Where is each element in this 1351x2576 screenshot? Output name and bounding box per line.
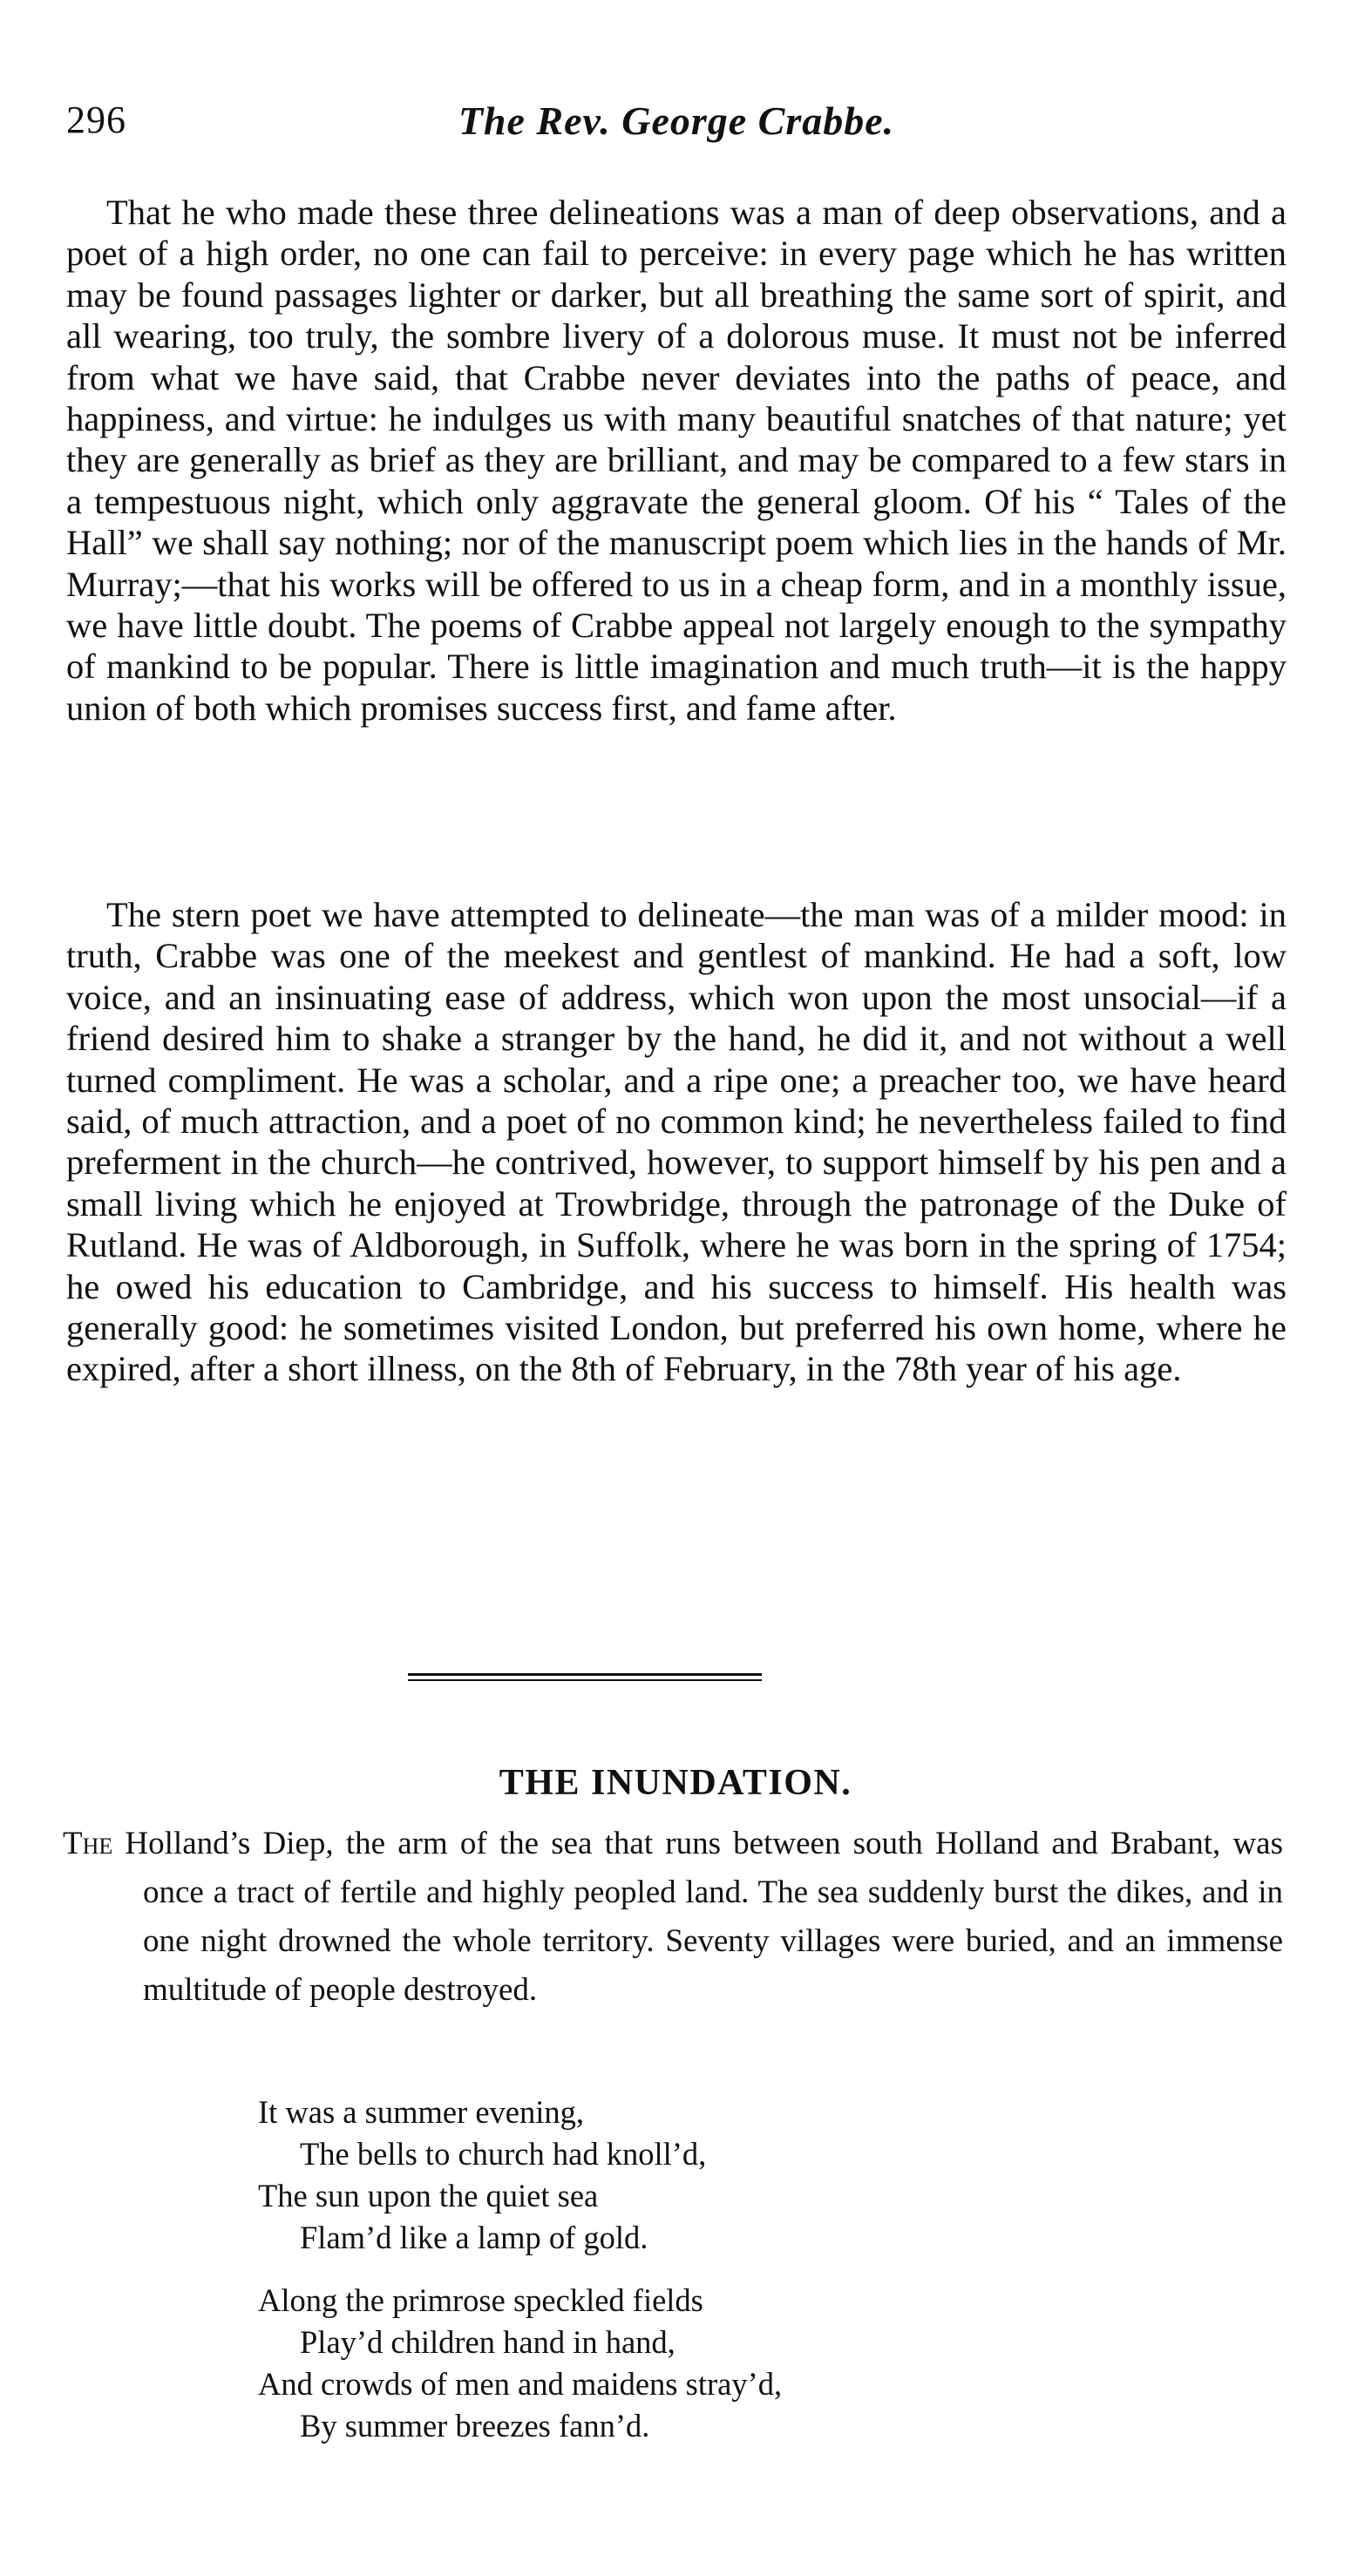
poem-line: Along the primrose speckled fields	[258, 2282, 703, 2318]
page-number: 296	[66, 98, 126, 141]
poem-line: The sun upon the quiet sea	[258, 2178, 599, 2213]
poem-stanza-2	[258, 2280, 782, 2447]
poem-line: It was a summer evening,	[258, 2094, 585, 2130]
article-paragraph-2	[66, 894, 1287, 1390]
poem-line: And crowds of men and maidens stray’d,	[258, 2366, 783, 2402]
poem-line: Play’d children hand in hand,	[300, 2324, 676, 2360]
section-divider	[408, 1673, 762, 1676]
poem-line: By summer breezes fann’d.	[300, 2408, 650, 2444]
running-title: The Rev. George Crabbe.	[458, 98, 895, 143]
paragraph-text: The stern poet we have attempted to delineate—the man was of a milder mood: in truth, Crabbe was one of the meekest and gentlest of mankind. He had a soft, low voice, and an insinuating ease of address, which won upon the most unsocial—if a friend desired him to shake a stranger by the hand, he did it, and not without a well turned compliment. He was a scholar, and a ripe one; a preacher too, we have heard said, of much attraction, and a poet of no common kind; he nevertheless failed to find preferment in the church—he contrived, however, to support himself by his pen and a small living which he enjoyed at Trowbridge, through the patronage of the Duke of Rutland. He was of Aldborough, in Suffolk, where he was born in the spring of 1754; he owed his education to Cambridge, and his success to himself. His health was generally good: he sometimes visited London, but preferred his own home, where he expired, after a short illness, on the 8th of February, in the 78th year of his age.	[66, 895, 1287, 1389]
page-header	[66, 98, 1287, 159]
poem-stanza-1	[258, 2091, 782, 2259]
article-paragraph-1	[66, 192, 1287, 729]
intro-text: Holland’s Diep, the arm of the sea that runs between south Holland and Brabant, was once a tract of fertile and highly peopled land. The sea suddenly burst the dikes, and in one night drowned the whole territory. Seventy villages were buried, and an immense multitude of people destroyed.	[112, 1826, 1283, 2008]
section-intro	[63, 1820, 1283, 2015]
section-title: THE INUNDATION.	[499, 1763, 852, 1803]
paragraph-text: That he who made these three delineations was a man of deep observations, and a poet of a high order, no one can fail to perceive: in every page which he has written may be found passages lighter or darker, but all breathing the same sort of spirit, and all wearing, too truly, the sombre livery of a dolorous muse. It must not be inferred from what we have said, that Crabbe never deviates into the paths of peace, and happiness, and virtue: he indulges us with many beautiful snatches of that nature; yet they are generally as brief as they are brilliant, and may be compared to a few stars in a tempestuous night, which only aggravate the general gloom. Of his “ Tales of the Hall” we shall say nothing; nor of the manuscript poem which lies in the hands of Mr. Murray;—that his works will be offered to us in a cheap form, and in a monthly issue, we have little doubt. The poems of Crabbe appeal not largely enough to the sympathy of mankind to be popular. There is little imagination and much truth—it is the happy union of both which promises success first, and fame after.	[66, 193, 1287, 728]
poem-line: Flam’d like a lamp of gold.	[300, 2220, 648, 2255]
poem-line: The bells to church had knoll’d,	[300, 2136, 707, 2172]
poem	[258, 2091, 782, 2468]
intro-first-word: The	[63, 1826, 113, 1861]
